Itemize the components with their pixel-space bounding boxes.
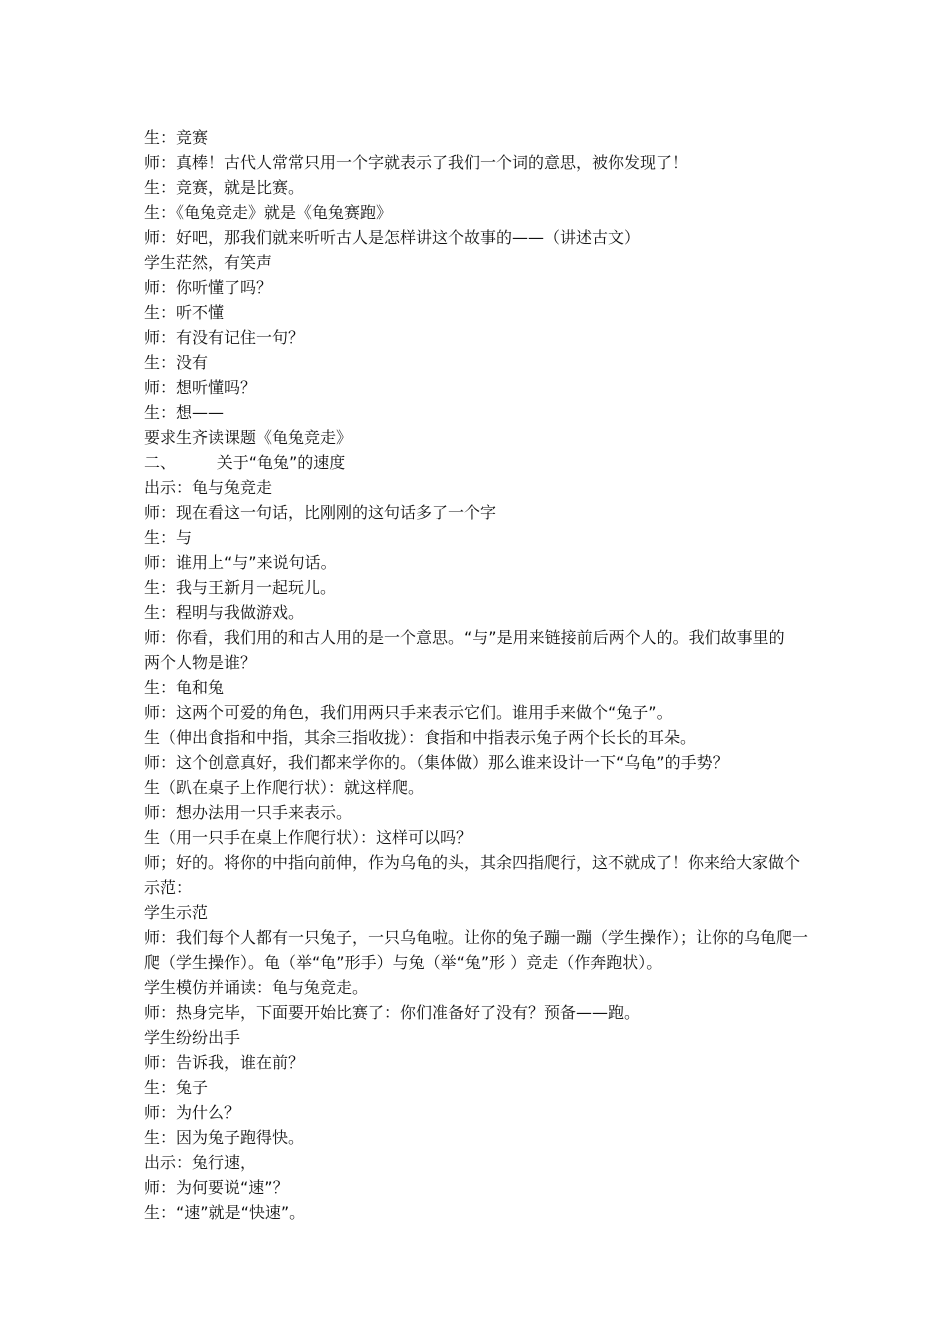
- text-line: 师：好吧，那我们就来听听古人是怎样讲这个故事的——（讲述古文）: [144, 228, 641, 247]
- text-line: 生：想——: [144, 403, 225, 422]
- text-line: 生：“速”就是“快速”。: [144, 1203, 306, 1222]
- text-line: 师：这两个可爱的角色，我们用两只手来表示它们。谁用手来做个“兔子”。: [144, 703, 673, 722]
- text-line: 学生示范: [144, 903, 209, 922]
- text-line: 师：你看，我们用的和古人用的是一个意思。“与”是用来链接前后两个人的。我们故事里的: [144, 628, 785, 647]
- text-line: 生：《龟兔竞走》就是《龟兔赛跑》: [144, 203, 393, 222]
- text-line: 学生茫然，有笑声: [144, 253, 273, 272]
- text-line: 师：热身完毕，下面要开始比赛了：你们准备好了没有？预备——跑。: [144, 1003, 641, 1022]
- text-line: 两个人物是谁？: [144, 653, 257, 672]
- text-line: 学生纷纷出手: [144, 1028, 241, 1047]
- text-line: 生：听不懂: [144, 303, 225, 322]
- text-line: 生：没有: [144, 353, 209, 372]
- text-line: 生：兔子: [144, 1078, 209, 1097]
- text-line: 师：为何要说“速”？: [144, 1178, 289, 1197]
- text-line: 生：竞赛: [144, 128, 209, 147]
- text-line: 师：你听懂了吗？: [144, 278, 273, 297]
- text-line: 师：真棒！古代人常常只用一个字就表示了我们一个词的意思，被你发现了！: [144, 153, 689, 172]
- text-line: 生（用一只手在桌上作爬行状）：这样可以吗？: [144, 828, 473, 847]
- text-line: 师：有没有记住一句？: [144, 328, 305, 347]
- text-line: 生（趴在桌子上作爬行状）：就这样爬。: [144, 778, 425, 797]
- text-line: 师：我们每个人都有一只兔子，一只乌龟啦。让你的兔子蹦一蹦（学生操作）；让你的乌龟爬一: [144, 928, 809, 947]
- text-line: 师：现在看这一句话，比刚刚的这句话多了一个字: [144, 503, 497, 522]
- text-line: 生：我与王新月一起玩儿。: [144, 578, 337, 597]
- text-line: 爬（学生操作）。龟（举“龟”形手）与兔（举“兔”形 ）竞走（作奔跑状）。: [144, 953, 663, 972]
- text-line: 师；好的。将你的中指向前伸，作为乌龟的头，其余四指爬行，这不就成了！你来给大家做个: [144, 853, 801, 872]
- text-line: 师：谁用上“与”来说句话。: [144, 553, 337, 572]
- text-line: 生：与: [144, 528, 193, 547]
- text-line: 生：程明与我做游戏。: [144, 603, 305, 622]
- text-line: 师：告诉我，谁在前？: [144, 1053, 305, 1072]
- text-line: 生：龟和兔: [144, 678, 225, 697]
- text-line: 生（伸出食指和中指，其余三指收拢）：食指和中指表示兔子两个长长的耳朵。: [144, 728, 697, 747]
- text-line: 出示：兔行速，: [144, 1153, 257, 1172]
- text-line: 师：这个创意真好，我们都来学你的。（集体做）那么谁来设计一下“乌龟”的手势？: [144, 753, 729, 772]
- section-heading: 二、 关于“龟兔”的速度: [144, 453, 346, 472]
- text-line: 要求生齐读课题《龟兔竞走》: [144, 428, 353, 447]
- text-line: 师：想听懂吗？: [144, 378, 257, 397]
- text-line: 师：想办法用一只手来表示。: [144, 803, 353, 822]
- text-line: 出示：龟与兔竞走: [144, 478, 273, 497]
- text-line: 示范：: [144, 878, 193, 897]
- text-line: 学生模仿并诵读：龟与兔竞走。: [144, 978, 369, 997]
- text-line: 生：竞赛，就是比赛。: [144, 178, 305, 197]
- document-body: [144, 125, 814, 1225]
- text-line: 生：因为兔子跑得快。: [144, 1128, 305, 1147]
- text-line: 师：为什么？: [144, 1103, 241, 1122]
